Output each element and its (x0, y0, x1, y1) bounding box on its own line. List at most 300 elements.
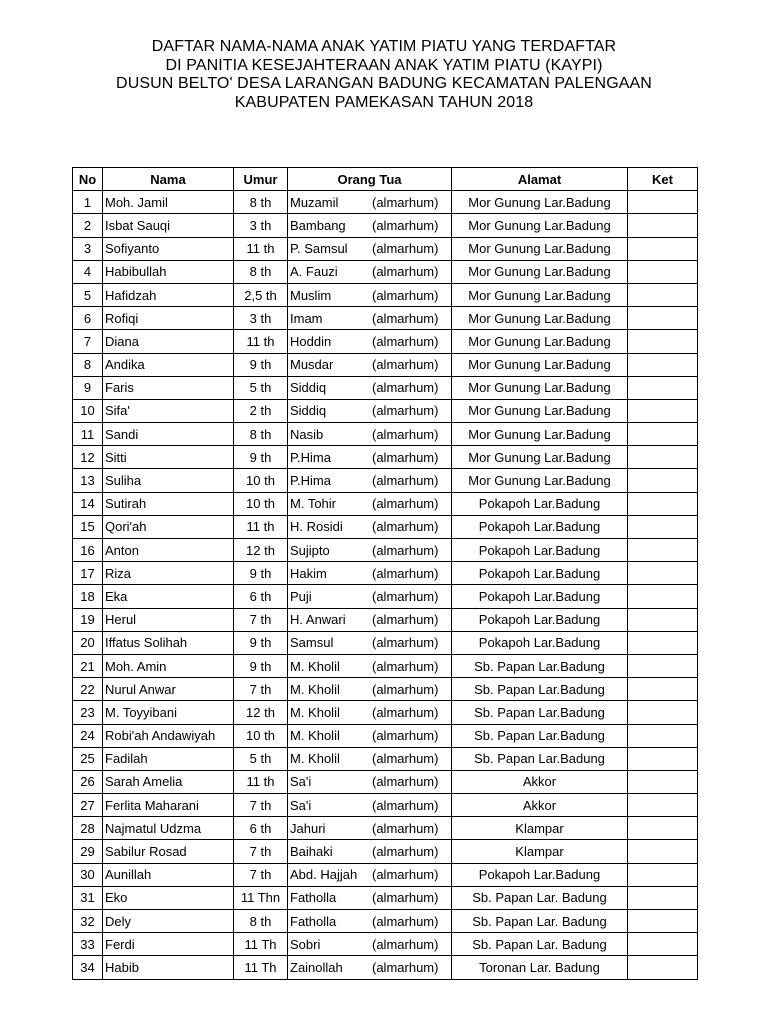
parent-name: M. Kholil (290, 704, 340, 720)
cell-ket (628, 399, 698, 422)
parent-status: (almarhum) (372, 380, 439, 396)
cell-no: 18 (73, 585, 103, 608)
cell-nama: Ferlita Maharani (103, 794, 234, 817)
table-row (73, 724, 698, 747)
table-row (73, 237, 698, 260)
cell-alamat: Sb. Papan Lar. Badung (452, 886, 628, 909)
parent-status: (almarhum) (372, 449, 439, 465)
cell-ket (628, 539, 698, 562)
column-header-alamat: Alamat (452, 168, 628, 191)
parent-name: H. Rosidi (290, 519, 343, 535)
orphan-list-table (72, 167, 698, 980)
parent-name: Baihaki (290, 844, 333, 860)
column-header-ket: Ket (628, 168, 698, 191)
cell-orang-tua (288, 399, 452, 422)
parent-name: P.Hima (290, 449, 331, 465)
cell-no: 2 (73, 214, 103, 237)
parent-name: H. Anwari (290, 612, 346, 628)
cell-orang-tua (288, 469, 452, 492)
cell-alamat: Mor Gunung Lar.Badung (452, 330, 628, 353)
cell-ket (628, 933, 698, 956)
parent-name: Imam (290, 310, 323, 326)
cell-umur: 7 th (234, 840, 288, 863)
cell-umur: 10 th (234, 724, 288, 747)
parent-name: Sa'i (290, 797, 312, 813)
cell-no: 15 (73, 515, 103, 538)
header-line-3: DUSUN BELTO' DESA LARANGAN BADUNG KECAMATAN PALENGAAN (116, 75, 652, 92)
cell-no: 26 (73, 770, 103, 793)
cell-ket (628, 515, 698, 538)
cell-orang-tua (288, 747, 452, 770)
cell-umur: 11 th (234, 770, 288, 793)
cell-ket (628, 307, 698, 330)
cell-ket (628, 631, 698, 654)
table-row (73, 539, 698, 562)
cell-nama: Rofiqi (103, 307, 234, 330)
column-header-nama: Nama (103, 168, 234, 191)
cell-orang-tua (288, 678, 452, 701)
parent-name: Abd. Hajjah (290, 867, 358, 883)
cell-no: 1 (73, 191, 103, 214)
table-row (73, 353, 698, 376)
cell-umur: 12 th (234, 539, 288, 562)
cell-orang-tua (288, 330, 452, 353)
cell-no: 21 (73, 654, 103, 677)
cell-nama: Nurul Anwar (103, 678, 234, 701)
table-row (73, 794, 698, 817)
cell-umur: 11 th (234, 515, 288, 538)
cell-ket (628, 260, 698, 283)
cell-umur: 11 th (234, 330, 288, 353)
cell-nama: Hafidzah (103, 283, 234, 306)
cell-ket (628, 608, 698, 631)
parent-status: (almarhum) (372, 217, 439, 233)
parent-name: Hakim (290, 565, 327, 581)
cell-umur: 11 th (234, 237, 288, 260)
cell-umur: 9 th (234, 562, 288, 585)
cell-orang-tua (288, 956, 452, 979)
parent-name: Sobri (290, 936, 321, 952)
cell-ket (628, 701, 698, 724)
document-header (0, 38, 768, 112)
cell-umur: 9 th (234, 654, 288, 677)
cell-nama: Anton (103, 539, 234, 562)
cell-umur: 9 th (234, 446, 288, 469)
cell-umur: 9 th (234, 353, 288, 376)
parent-name: M. Tohir (290, 496, 336, 512)
cell-orang-tua (288, 353, 452, 376)
cell-orang-tua (288, 770, 452, 793)
cell-no: 7 (73, 330, 103, 353)
cell-no: 20 (73, 631, 103, 654)
cell-ket (628, 840, 698, 863)
header-line-4: KABUPATEN PAMEKASAN TAHUN 2018 (234, 93, 534, 111)
cell-nama: Sitti (103, 446, 234, 469)
cell-alamat: Akkor (452, 794, 628, 817)
parent-status: (almarhum) (372, 426, 439, 442)
cell-ket (628, 423, 698, 446)
parent-status: (almarhum) (372, 658, 439, 674)
cell-alamat: Klampar (452, 817, 628, 840)
cell-umur: 9 th (234, 631, 288, 654)
parent-name: M. Kholil (290, 658, 340, 674)
cell-ket (628, 747, 698, 770)
cell-nama: Moh. Jamil (103, 191, 234, 214)
cell-nama: Andika (103, 353, 234, 376)
cell-ket (628, 886, 698, 909)
cell-umur: 5 th (234, 376, 288, 399)
parent-status: (almarhum) (372, 635, 439, 651)
table-row (73, 678, 698, 701)
cell-no: 5 (73, 283, 103, 306)
cell-umur: 2 th (234, 399, 288, 422)
table-row (73, 840, 698, 863)
cell-nama: Qori'ah (103, 515, 234, 538)
table-row (73, 910, 698, 933)
cell-nama: Sofiyanto (103, 237, 234, 260)
cell-no: 29 (73, 840, 103, 863)
cell-nama: Habibullah (103, 260, 234, 283)
cell-no: 34 (73, 956, 103, 979)
cell-ket (628, 376, 698, 399)
table-row (73, 515, 698, 538)
cell-orang-tua (288, 840, 452, 863)
cell-umur: 7 th (234, 678, 288, 701)
table-row (73, 283, 698, 306)
cell-umur: 11 Th (234, 956, 288, 979)
column-header-no: No (73, 168, 103, 191)
cell-ket (628, 469, 698, 492)
table-row (73, 608, 698, 631)
parent-name: Sujipto (290, 542, 330, 558)
cell-no: 12 (73, 446, 103, 469)
table-row (73, 492, 698, 515)
cell-orang-tua (288, 515, 452, 538)
cell-orang-tua (288, 817, 452, 840)
cell-ket (628, 330, 698, 353)
parent-status: (almarhum) (372, 542, 439, 558)
cell-nama: Iffatus Solihah (103, 631, 234, 654)
cell-umur: 7 th (234, 863, 288, 886)
cell-nama: Moh. Amin (103, 654, 234, 677)
cell-no: 9 (73, 376, 103, 399)
parent-status: (almarhum) (372, 844, 439, 860)
cell-orang-tua (288, 863, 452, 886)
parent-status: (almarhum) (372, 681, 439, 697)
parent-status: (almarhum) (372, 194, 439, 210)
cell-umur: 8 th (234, 191, 288, 214)
table-row (73, 423, 698, 446)
cell-alamat: Mor Gunung Lar.Badung (452, 237, 628, 260)
cell-nama: M. Toyyibani (103, 701, 234, 724)
cell-nama: Najmatul Udzma (103, 817, 234, 840)
header-line-2: DI PANITIA KESEJAHTERAAN ANAK YATIM PIATU (KAYPI) (165, 56, 603, 74)
cell-ket (628, 446, 698, 469)
cell-nama: Sutirah (103, 492, 234, 515)
cell-alamat: Pokapoh Lar.Badung (452, 515, 628, 538)
cell-ket (628, 678, 698, 701)
table-row (73, 260, 698, 283)
cell-ket (628, 770, 698, 793)
cell-no: 27 (73, 794, 103, 817)
parent-status: (almarhum) (372, 473, 439, 489)
table-row (73, 399, 698, 422)
parent-status: (almarhum) (372, 496, 439, 512)
parent-status: (almarhum) (372, 565, 439, 581)
cell-ket (628, 956, 698, 979)
table-row (73, 654, 698, 677)
cell-no: 3 (73, 237, 103, 260)
parent-name: Siddiq (290, 380, 327, 396)
cell-alamat: Mor Gunung Lar.Badung (452, 469, 628, 492)
cell-orang-tua (288, 585, 452, 608)
table-row (73, 562, 698, 585)
cell-nama: Eka (103, 585, 234, 608)
cell-no: 33 (73, 933, 103, 956)
table-row (73, 469, 698, 492)
parent-name: M. Kholil (290, 728, 340, 744)
cell-alamat: Sb. Papan Lar.Badung (452, 654, 628, 677)
cell-ket (628, 817, 698, 840)
parent-name: A. Fauzi (290, 264, 338, 280)
parent-status: (almarhum) (372, 704, 439, 720)
parent-name: Samsul (290, 635, 334, 651)
cell-orang-tua (288, 376, 452, 399)
parent-status: (almarhum) (372, 751, 439, 767)
table-row (73, 446, 698, 469)
cell-ket (628, 724, 698, 747)
parent-status: (almarhum) (372, 728, 439, 744)
table-row (73, 747, 698, 770)
cell-alamat: Pokapoh Lar.Badung (452, 608, 628, 631)
cell-ket (628, 191, 698, 214)
cell-nama: Herul (103, 608, 234, 631)
cell-alamat: Sb. Papan Lar.Badung (452, 701, 628, 724)
cell-no: 4 (73, 260, 103, 283)
parent-name: Hoddin (290, 333, 332, 349)
cell-alamat: Sb. Papan Lar.Badung (452, 724, 628, 747)
cell-alamat: Pokapoh Lar.Badung (452, 562, 628, 585)
parent-name: Muslim (290, 287, 332, 303)
cell-ket (628, 585, 698, 608)
cell-orang-tua (288, 933, 452, 956)
cell-orang-tua (288, 237, 452, 260)
cell-umur: 5 th (234, 747, 288, 770)
table-row (73, 886, 698, 909)
cell-ket (628, 863, 698, 886)
cell-orang-tua (288, 654, 452, 677)
cell-alamat: Sb. Papan Lar. Badung (452, 933, 628, 956)
cell-no: 13 (73, 469, 103, 492)
cell-umur: 7 th (234, 608, 288, 631)
cell-umur: 10 th (234, 469, 288, 492)
cell-nama: Riza (103, 562, 234, 585)
table-row (73, 585, 698, 608)
cell-no: 25 (73, 747, 103, 770)
parent-name: M. Kholil (290, 681, 340, 697)
cell-umur: 11 Th (234, 933, 288, 956)
cell-umur: 2,5 th (234, 283, 288, 306)
cell-umur: 6 th (234, 817, 288, 840)
parent-status: (almarhum) (372, 612, 439, 628)
cell-nama: Sandi (103, 423, 234, 446)
cell-no: 31 (73, 886, 103, 909)
cell-nama: Sifa' (103, 399, 234, 422)
cell-orang-tua (288, 446, 452, 469)
cell-no: 6 (73, 307, 103, 330)
table-row (73, 817, 698, 840)
cell-alamat: Mor Gunung Lar.Badung (452, 307, 628, 330)
cell-alamat: Pokapoh Lar.Badung (452, 492, 628, 515)
cell-alamat: Sb. Papan Lar. Badung (452, 910, 628, 933)
cell-orang-tua (288, 701, 452, 724)
table-body (73, 191, 698, 979)
cell-orang-tua (288, 886, 452, 909)
cell-umur: 6 th (234, 585, 288, 608)
cell-umur: 11 Thn (234, 886, 288, 909)
cell-nama: Aunillah (103, 863, 234, 886)
cell-nama: Sabilur Rosad (103, 840, 234, 863)
cell-alamat: Mor Gunung Lar.Badung (452, 399, 628, 422)
cell-ket (628, 492, 698, 515)
parent-name: Jahuri (290, 820, 326, 836)
cell-no: 24 (73, 724, 103, 747)
parent-status: (almarhum) (372, 519, 439, 535)
cell-nama: Robi'ah Andawiyah (103, 724, 234, 747)
parent-name: Zainollah (290, 959, 343, 975)
cell-orang-tua (288, 283, 452, 306)
cell-ket (628, 654, 698, 677)
parent-status: (almarhum) (372, 403, 439, 419)
cell-nama: Dely (103, 910, 234, 933)
column-header-umur: Umur (234, 168, 288, 191)
table-row (73, 701, 698, 724)
cell-umur: 3 th (234, 214, 288, 237)
cell-no: 11 (73, 423, 103, 446)
cell-ket (628, 214, 698, 237)
table-row (73, 307, 698, 330)
parent-status: (almarhum) (372, 357, 439, 373)
parent-status: (almarhum) (372, 820, 439, 836)
table-row (73, 770, 698, 793)
cell-orang-tua (288, 214, 452, 237)
table-header-row (73, 168, 698, 191)
cell-no: 30 (73, 863, 103, 886)
cell-alamat: Mor Gunung Lar.Badung (452, 283, 628, 306)
cell-ket (628, 910, 698, 933)
cell-alamat: Sb. Papan Lar.Badung (452, 747, 628, 770)
cell-no: 17 (73, 562, 103, 585)
cell-no: 8 (73, 353, 103, 376)
cell-no: 23 (73, 701, 103, 724)
cell-orang-tua (288, 631, 452, 654)
table-row (73, 933, 698, 956)
cell-no: 28 (73, 817, 103, 840)
cell-orang-tua (288, 724, 452, 747)
parent-status: (almarhum) (372, 913, 439, 929)
cell-nama: Faris (103, 376, 234, 399)
table-row (73, 330, 698, 353)
parent-name: Fatholla (290, 913, 337, 929)
parent-status: (almarhum) (372, 310, 439, 326)
cell-orang-tua (288, 260, 452, 283)
cell-umur: 8 th (234, 260, 288, 283)
parent-status: (almarhum) (372, 936, 439, 952)
cell-no: 10 (73, 399, 103, 422)
cell-nama: Suliha (103, 469, 234, 492)
cell-alamat: Mor Gunung Lar.Badung (452, 260, 628, 283)
parent-name: Puji (290, 588, 312, 604)
cell-umur: 10 th (234, 492, 288, 515)
parent-status: (almarhum) (372, 867, 439, 883)
cell-orang-tua (288, 562, 452, 585)
parent-name: M. Kholil (290, 751, 340, 767)
cell-umur: 8 th (234, 910, 288, 933)
cell-no: 16 (73, 539, 103, 562)
column-header-orang-tua: Orang Tua (288, 168, 452, 191)
cell-no: 19 (73, 608, 103, 631)
cell-alamat: Pokapoh Lar.Badung (452, 585, 628, 608)
cell-orang-tua (288, 910, 452, 933)
parent-name: Muzamil (290, 194, 339, 210)
parent-status: (almarhum) (372, 264, 439, 280)
cell-alamat: Toronan Lar. Badung (452, 956, 628, 979)
parent-name: Bambang (290, 217, 346, 233)
cell-orang-tua (288, 539, 452, 562)
cell-orang-tua (288, 423, 452, 446)
cell-alamat: Mor Gunung Lar.Badung (452, 353, 628, 376)
parent-name: Fatholla (290, 890, 337, 906)
table-row (73, 214, 698, 237)
cell-nama: Habib (103, 956, 234, 979)
cell-nama: Isbat Sauqi (103, 214, 234, 237)
cell-nama: Diana (103, 330, 234, 353)
parent-name: Siddiq (290, 403, 327, 419)
cell-nama: Ferdi (103, 933, 234, 956)
parent-name: Sa'i (290, 774, 312, 790)
header-line-1: DAFTAR NAMA-NAMA ANAK YATIM PIATU YANG TERDAFTAR (151, 38, 617, 55)
cell-nama: Sarah Amelia (103, 770, 234, 793)
table-row (73, 863, 698, 886)
cell-alamat: Pokapoh Lar.Badung (452, 863, 628, 886)
cell-ket (628, 283, 698, 306)
cell-alamat: Mor Gunung Lar.Badung (452, 376, 628, 399)
cell-orang-tua (288, 307, 452, 330)
parent-name: P. Samsul (290, 241, 348, 257)
parent-status: (almarhum) (372, 959, 439, 975)
cell-alamat: Mor Gunung Lar.Badung (452, 423, 628, 446)
cell-ket (628, 353, 698, 376)
parent-name: Musdar (290, 357, 334, 373)
table-row (73, 376, 698, 399)
parent-status: (almarhum) (372, 797, 439, 813)
parent-status: (almarhum) (372, 333, 439, 349)
cell-alamat: Pokapoh Lar.Badung (452, 631, 628, 654)
cell-orang-tua (288, 492, 452, 515)
cell-alamat: Pokapoh Lar.Badung (452, 539, 628, 562)
cell-no: 32 (73, 910, 103, 933)
parent-status: (almarhum) (372, 241, 439, 257)
table-row (73, 191, 698, 214)
cell-umur: 3 th (234, 307, 288, 330)
parent-name: P.Hima (290, 473, 331, 489)
parent-name: Nasib (290, 426, 324, 442)
cell-alamat: Mor Gunung Lar.Badung (452, 191, 628, 214)
parent-status: (almarhum) (372, 588, 439, 604)
cell-umur: 7 th (234, 794, 288, 817)
cell-no: 14 (73, 492, 103, 515)
cell-ket (628, 237, 698, 260)
